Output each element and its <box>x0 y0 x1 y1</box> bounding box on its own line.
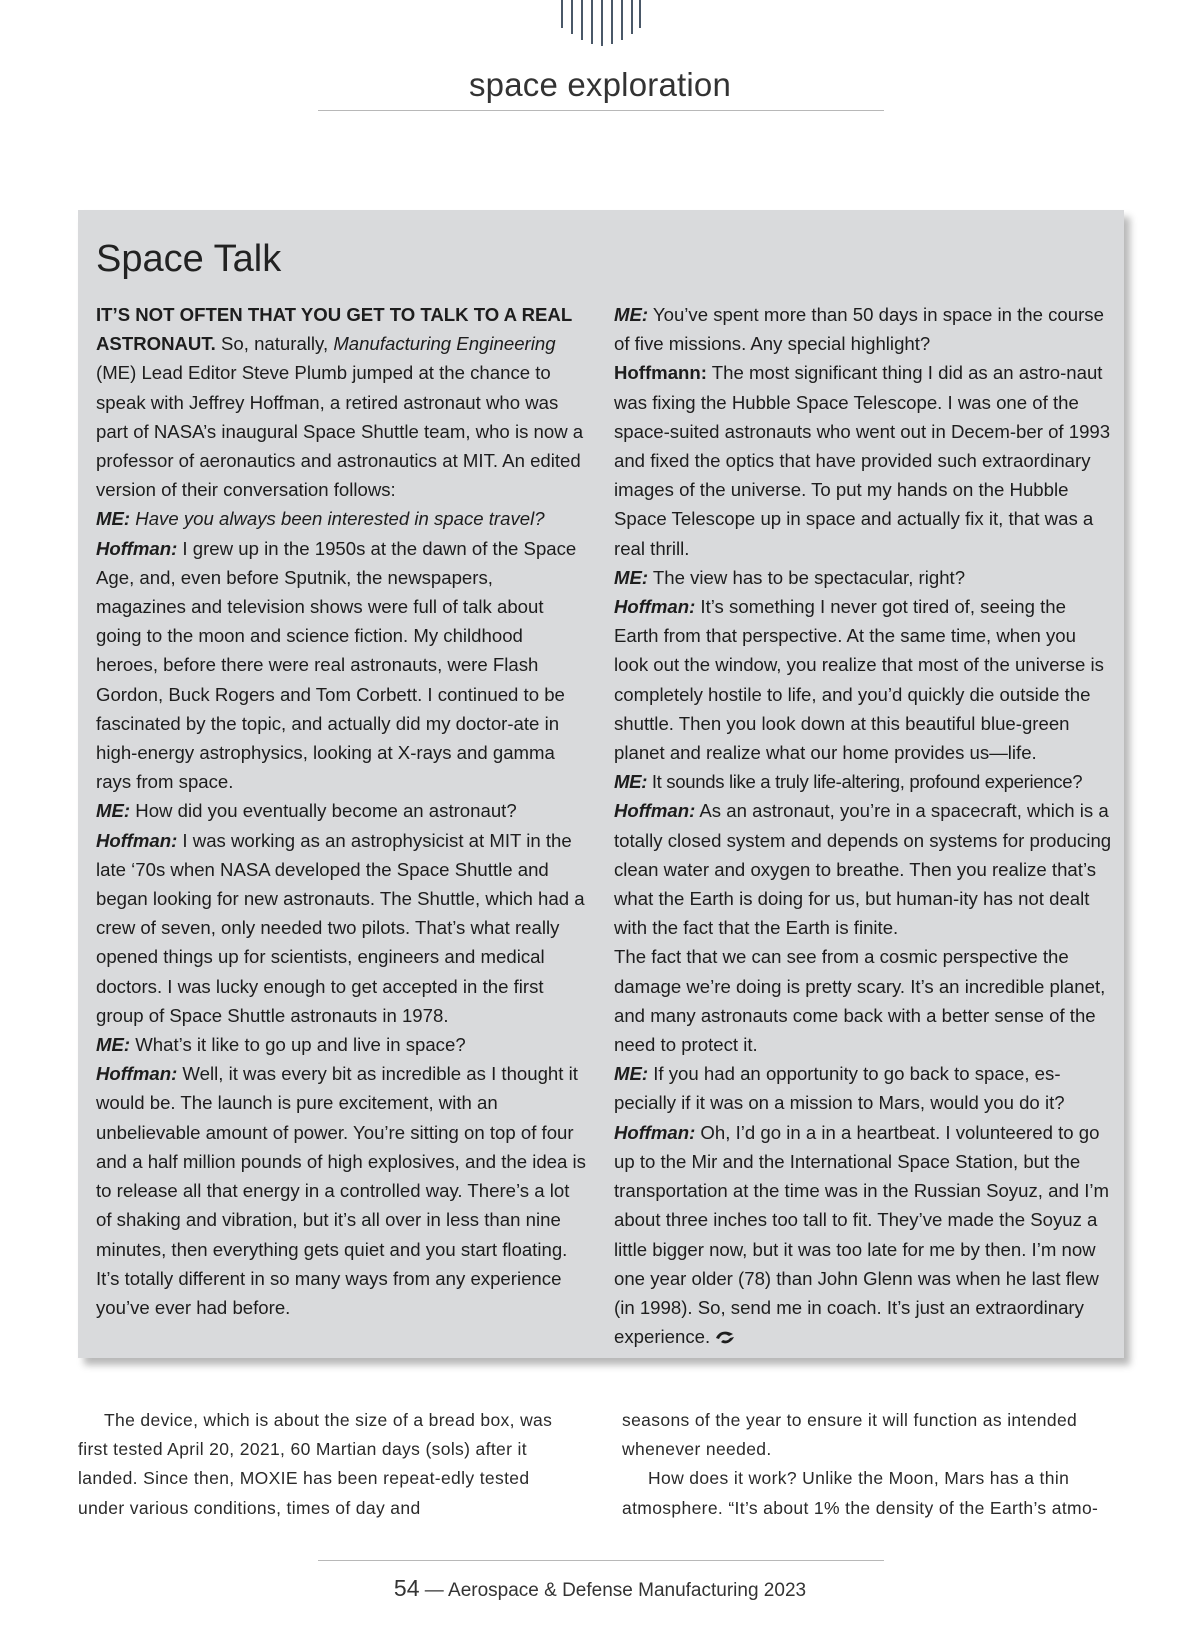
article-left-column <box>78 1406 558 1523</box>
qa-paragraph: ME: The view has to be spectacular, right? <box>614 566 966 588</box>
article-paragraph: How does it work? Unlike the Moon, Mars has a thin atmosphere. “It’s about 1% the density of the Earth’s atmo- <box>622 1468 1099 1518</box>
qa-paragraph: Hoffman: As an astronaut, you’re in a spacecraft, which is a totally closed system and depends on systems for producing clean water and oxygen to breathe. Then you realize that’s what the Earth is doing for us, but human-ity has not dealt with the fact that the Earth is finite. <box>614 800 1112 939</box>
publication-name: Aerospace & Defense Manufacturing 2023 <box>448 1580 807 1601</box>
article-right-column <box>622 1406 1122 1523</box>
article-paragraph: seasons of the year to ensure it will function as intended whenever needed. <box>622 1410 1078 1460</box>
qa-paragraph: ME: Have you always been interested in space travel? <box>96 508 545 530</box>
qa-paragraph: Hoffman: It’s something I never got tired of, seeing the Earth from that perspective. At the same time, when you look out the window, you realize that most of the universe is completely hostile to life, and you’d quickly die outside the shuttle. Then you look down at this beautiful blue-green planet and realize what our home provides us—life. <box>614 596 1104 764</box>
section-title: space exploration <box>468 66 732 103</box>
intro-paragraph: IT’S NOT OFTEN THAT YOU GET TO TALK TO A REAL ASTRONAUT. So, naturally, Manufacturing Engineering (ME) Lead Editor Steve Plumb jumped at the chance to speak with Jeffrey Hoffman, a retired astronaut who was part of NASA’s inaugural Space Shuttle team, who is now a professor of aeronautics and astronautics at MIT. An edited version of their conversation follows: <box>96 304 584 501</box>
qa-paragraph: Hoffman: I grew up in the 1950s at the dawn of the Space Age, and, even before Sputnik, the newspapers, magazines and television shows were full of talk about going to the moon and science fiction. My childhood heroes, before there were real astronauts, were Flash Gordon, Buck Rogers and Tom Corbett. I continued to be fascinated by the topic, and actually did my doctor-ate in high-energy astrophysics, looking at X-rays and gamma rays from space. <box>96 537 577 793</box>
continuation-paragraph: The fact that we can see from a cosmic perspective the damage we’re doing is pretty scary. It’s an incredible planet, and many astronauts come back with a better sense of the need to protect it. <box>614 946 1106 1056</box>
qa-paragraph: ME: You’ve spent more than 50 days in space in the course of five missions. Any special highlight? <box>614 304 1104 355</box>
header-rule <box>318 110 884 111</box>
sidebar-box <box>78 210 1124 1358</box>
qa-paragraph: ME: It sounds like a truly life-altering, profound experience? <box>614 771 1083 793</box>
qa-paragraph: Hoffman: Oh, I’d go in a in a heartbeat. I volunteered to go up to the Mir and the International Space Station, but the transportation at the time was in the Russian Soyuz, and I’m about three inches too tall to fit. They’ve made the Soyuz a little bigger now, but it was too late for me by then. I’m now one year older (78) than John Glenn was when he last flew (in 1998). So, send me in coach. It’s just an extraordinary experience. <box>614 1121 1110 1348</box>
page-footer <box>0 1575 1200 1602</box>
qa-paragraph: Hoffman: Well, it was every bit as incredible as I thought it would be. The launch is pure excitement, with an unbelievable amount of power. You’re sitting on top of four and a half million pounds of high explosives, and the idea is to release all that energy in a controlled way. There’s a lot of shaking and vibration, but it’s all over in less than nine minutes, then everything gets quiet and you start floating. It’s totally different in so many ways from any experience you’ve ever had before. <box>96 1063 586 1318</box>
qa-paragraph: ME: If you had an opportunity to go back to space, es-pecially if it was on a mission to Mars, would you do it? <box>614 1063 1065 1114</box>
qa-paragraph: ME: What’s it like to go up and live in space? <box>96 1034 466 1056</box>
sidebar-title: Space Talk <box>96 238 282 280</box>
qa-paragraph: Hoffman: I was working as an astrophysicist at MIT in the late ‘70s when NASA developed the Space Shuttle and began looking for new astronauts. The Shuttle, which had a crew of seven, only needed two pilots. That’s what really opened things up for scientists, engineers and medical doctors. I was lucky enough to get accepted in the first group of Space Shuttle astronauts in 1978. <box>96 829 585 1026</box>
qa-paragraph: ME: How did you eventually become an astronaut? <box>96 800 517 822</box>
decorative-lines-icon <box>560 0 642 46</box>
footer-separator: — <box>424 1580 444 1601</box>
page-number: 54 <box>393 1575 420 1601</box>
footer-rule <box>318 1560 884 1561</box>
sidebar-right-column <box>614 300 1114 1351</box>
article-paragraph: The device, which is about the size of a bread box, was first tested April 20, 2021, 60 Martian days (sols) after it landed. Since then, MOXIE has been repeat-edly tested under various conditions, times of day and <box>78 1410 553 1518</box>
sidebar-left-column <box>96 300 586 1322</box>
end-mark-icon <box>714 1329 736 1345</box>
qa-paragraph: Hoffmann: The most significant thing I did as an astro-naut was fixing the Hubble Space Telescope. I was one of the space-suited astronauts who went out in Decem-ber of 1993 and fixed the optics that have provided such extraordinary images of the universe. To put my hands on the Hubble Space Telescope up in space and actually fix it, that was a real thrill. <box>614 362 1111 559</box>
